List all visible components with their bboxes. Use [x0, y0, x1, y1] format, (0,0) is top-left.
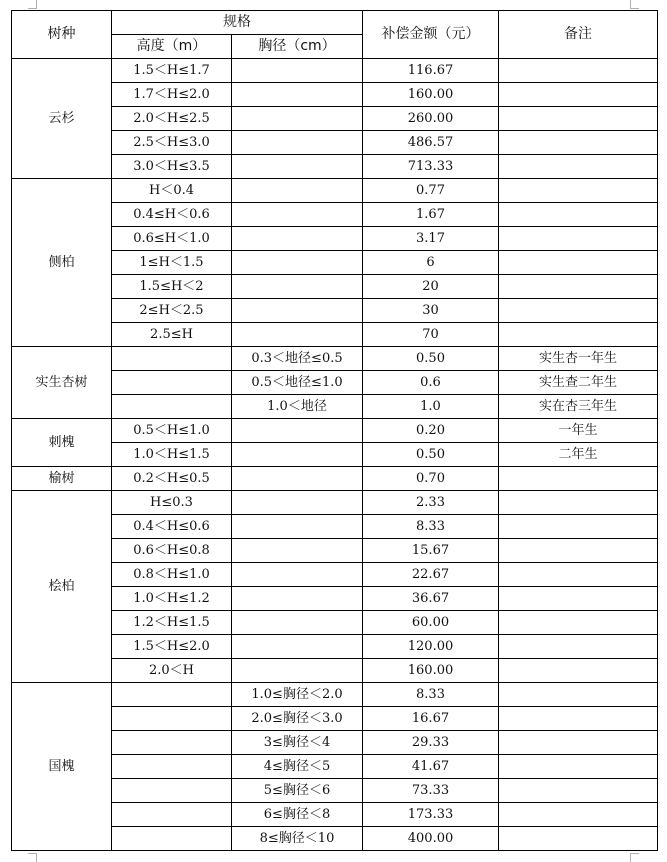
height-cell: 1≤H＜1.5: [112, 251, 232, 275]
amount-cell: 0.70: [363, 467, 499, 491]
remark-cell: [499, 515, 658, 539]
remark-cell: [499, 539, 658, 563]
amount-cell: 20: [363, 275, 499, 299]
remark-cell: [499, 59, 658, 83]
remark-cell: [499, 467, 658, 491]
remark-cell: [499, 803, 658, 827]
diameter-cell: 6≤胸径＜8: [232, 803, 363, 827]
height-cell: 0.2＜H≤0.5: [112, 467, 232, 491]
height-cell: [112, 371, 232, 395]
height-cell: 0.8＜H≤1.0: [112, 563, 232, 587]
page-corner-mark: [630, 0, 639, 9]
diameter-cell: [232, 299, 363, 323]
diameter-cell: [232, 635, 363, 659]
amount-cell: 22.67: [363, 563, 499, 587]
height-cell: 2.0＜H: [112, 659, 232, 683]
diameter-cell: 4≤胸径＜5: [232, 755, 363, 779]
amount-cell: 0.77: [363, 179, 499, 203]
height-cell: 1.5＜H≤2.0: [112, 635, 232, 659]
remark-cell: [499, 491, 658, 515]
amount-cell: 400.00: [363, 827, 499, 851]
amount-cell: 0.50: [363, 347, 499, 371]
table-row: [12, 419, 658, 443]
height-cell: 0.4＜H≤0.6: [112, 515, 232, 539]
amount-cell: 30: [363, 299, 499, 323]
height-cell: [112, 683, 232, 707]
amount-cell: 41.67: [363, 755, 499, 779]
remark-cell: 实生查二年生: [499, 371, 658, 395]
height-cell: 2≤H＜2.5: [112, 299, 232, 323]
height-cell: 1.5＜H≤1.7: [112, 59, 232, 83]
table-row: [12, 467, 658, 491]
amount-cell: 0.20: [363, 419, 499, 443]
amount-cell: 3.17: [363, 227, 499, 251]
height-cell: 0.6＜H≤0.8: [112, 539, 232, 563]
table-row: [12, 347, 658, 371]
height-cell: [112, 827, 232, 851]
remark-cell: [499, 827, 658, 851]
page-corner-mark: [630, 853, 639, 862]
amount-cell: 8.33: [363, 515, 499, 539]
height-cell: 3.0＜H≤3.5: [112, 155, 232, 179]
remark-cell: [499, 155, 658, 179]
remark-cell: [499, 755, 658, 779]
diameter-cell: [232, 155, 363, 179]
diameter-cell: [232, 131, 363, 155]
diameter-cell: [232, 443, 363, 467]
remark-cell: [499, 275, 658, 299]
diameter-cell: 3≤胸径＜4: [232, 731, 363, 755]
diameter-cell: 0.5＜地径≤1.0: [232, 371, 363, 395]
height-cell: H≤0.3: [112, 491, 232, 515]
diameter-cell: [232, 419, 363, 443]
amount-cell: 120.00: [363, 635, 499, 659]
remark-cell: [499, 107, 658, 131]
diameter-cell: [232, 587, 363, 611]
remark-cell: [499, 203, 658, 227]
amount-cell: 1.0: [363, 395, 499, 419]
height-cell: H＜0.4: [112, 179, 232, 203]
diameter-cell: 1.0≤胸径＜2.0: [232, 683, 363, 707]
remark-cell: [499, 587, 658, 611]
table-body: [12, 59, 658, 851]
species-cell: 榆树: [12, 467, 112, 491]
header-height: 高度（m）: [112, 35, 232, 59]
species-cell: 刺槐: [12, 419, 112, 467]
height-cell: 0.4≤H＜0.6: [112, 203, 232, 227]
remark-cell: 实在杏三年生: [499, 395, 658, 419]
table-row: [12, 59, 658, 83]
amount-cell: 36.67: [363, 587, 499, 611]
species-cell: 实生杏树: [12, 347, 112, 419]
diameter-cell: [232, 467, 363, 491]
diameter-cell: [232, 83, 363, 107]
diameter-cell: [232, 251, 363, 275]
table-row: [12, 179, 658, 203]
remark-cell: [499, 323, 658, 347]
remark-cell: [499, 683, 658, 707]
diameter-cell: 5≤胸径＜6: [232, 779, 363, 803]
diameter-cell: [232, 107, 363, 131]
diameter-cell: 1.0＜地径: [232, 395, 363, 419]
amount-cell: 70: [363, 323, 499, 347]
amount-cell: 173.33: [363, 803, 499, 827]
species-cell: 云杉: [12, 59, 112, 179]
remark-cell: [499, 83, 658, 107]
amount-cell: 16.67: [363, 707, 499, 731]
height-cell: [112, 707, 232, 731]
diameter-cell: 0.3＜地径≤0.5: [232, 347, 363, 371]
amount-cell: 2.33: [363, 491, 499, 515]
amount-cell: 15.67: [363, 539, 499, 563]
header-species: 树种: [12, 11, 112, 59]
height-cell: [112, 731, 232, 755]
height-cell: 1.0＜H≤1.2: [112, 587, 232, 611]
remark-cell: 一年生: [499, 419, 658, 443]
remark-cell: [499, 299, 658, 323]
remark-cell: [499, 131, 658, 155]
amount-cell: 486.57: [363, 131, 499, 155]
remark-cell: [499, 707, 658, 731]
diameter-cell: [232, 59, 363, 83]
height-cell: 1.7＜H≤2.0: [112, 83, 232, 107]
height-cell: [112, 395, 232, 419]
amount-cell: 1.67: [363, 203, 499, 227]
amount-cell: 160.00: [363, 659, 499, 683]
height-cell: [112, 755, 232, 779]
compensation-table: [11, 10, 658, 851]
height-cell: 1.5≤H＜2: [112, 275, 232, 299]
remark-cell: [499, 251, 658, 275]
amount-cell: 160.00: [363, 83, 499, 107]
amount-cell: 6: [363, 251, 499, 275]
remark-cell: [499, 611, 658, 635]
height-cell: 1.0＜H≤1.5: [112, 443, 232, 467]
remark-cell: [499, 779, 658, 803]
species-cell: 国槐: [12, 683, 112, 851]
header-spec: 规格: [112, 11, 363, 35]
diameter-cell: 2.0≤胸径＜3.0: [232, 707, 363, 731]
diameter-cell: [232, 179, 363, 203]
diameter-cell: [232, 203, 363, 227]
amount-cell: 73.33: [363, 779, 499, 803]
height-cell: 0.5＜H≤1.0: [112, 419, 232, 443]
height-cell: [112, 803, 232, 827]
remark-cell: [499, 659, 658, 683]
table-row: [12, 683, 658, 707]
diameter-cell: [232, 491, 363, 515]
amount-cell: 713.33: [363, 155, 499, 179]
header-amount: 补偿金额（元）: [363, 11, 499, 59]
table-row: [12, 491, 658, 515]
remark-cell: [499, 227, 658, 251]
amount-cell: 116.67: [363, 59, 499, 83]
header-diameter: 胸径（cm）: [232, 35, 363, 59]
height-cell: 2.5＜H≤3.0: [112, 131, 232, 155]
height-cell: 1.2＜H≤1.5: [112, 611, 232, 635]
page-corner-mark: [28, 853, 37, 862]
diameter-cell: [232, 275, 363, 299]
diameter-cell: [232, 539, 363, 563]
height-cell: [112, 779, 232, 803]
amount-cell: 0.50: [363, 443, 499, 467]
diameter-cell: [232, 611, 363, 635]
page-corner-mark: [28, 0, 37, 9]
amount-cell: 0.6: [363, 371, 499, 395]
remark-cell: [499, 179, 658, 203]
diameter-cell: 8≤胸径＜10: [232, 827, 363, 851]
amount-cell: 29.33: [363, 731, 499, 755]
diameter-cell: [232, 563, 363, 587]
remark-cell: [499, 635, 658, 659]
remark-cell: [499, 563, 658, 587]
remark-cell: [499, 731, 658, 755]
amount-cell: 8.33: [363, 683, 499, 707]
height-cell: 2.5≤H: [112, 323, 232, 347]
header-remark: 备注: [499, 11, 658, 59]
amount-cell: 60.00: [363, 611, 499, 635]
remark-cell: 实生杏一年生: [499, 347, 658, 371]
height-cell: [112, 347, 232, 371]
species-cell: 侧柏: [12, 179, 112, 347]
remark-cell: 二年生: [499, 443, 658, 467]
diameter-cell: [232, 659, 363, 683]
height-cell: 0.6≤H＜1.0: [112, 227, 232, 251]
height-cell: 2.0＜H≤2.5: [112, 107, 232, 131]
diameter-cell: [232, 515, 363, 539]
diameter-cell: [232, 227, 363, 251]
species-cell: 桧柏: [12, 491, 112, 683]
diameter-cell: [232, 323, 363, 347]
amount-cell: 260.00: [363, 107, 499, 131]
